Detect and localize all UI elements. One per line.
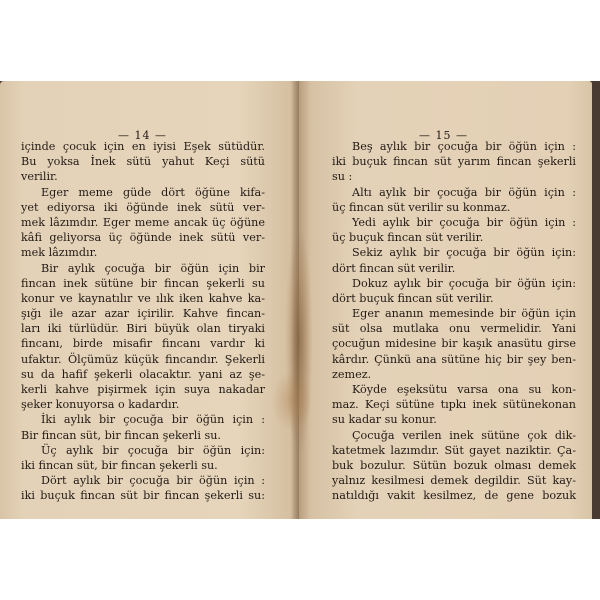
- text-line: dört buçuk fincan süt verilir.: [332, 291, 494, 305]
- text-line: Altı aylık bir çocuğa bir öğün için :: [352, 185, 576, 199]
- text-line: kâfi geliyorsa üç öğünde inek sütü ver-: [21, 231, 265, 245]
- text-line: Bir fincan süt, bir fincan şekerli su.: [21, 428, 221, 442]
- page-text: [332, 139, 576, 504]
- text-line: ufaktır. Ölçümüz küçük fincandır. Şekerli: [21, 352, 265, 366]
- text-line: mek lâzımdır.: [21, 246, 98, 260]
- text-line: mek lâzımdır. Eger meme ancak üç öğüne: [21, 215, 265, 229]
- text-line: iki buçuk fincan süt yarım fincan şekerli: [332, 155, 576, 169]
- text-line: Dört aylık bir çocuğa bir öğün için :: [41, 474, 265, 488]
- text-line: Bu yoksa İnek sütü yahut Keçi sütü: [21, 155, 265, 169]
- text-line: Köyde eşeksütu varsa ona su kon-: [352, 383, 576, 396]
- text-line: içinde çocuk için en iyisi Eşek sütüdür.: [21, 140, 265, 153]
- text-line: ları iki türlüdür. Biri büyük olan tiryaki: [21, 322, 265, 336]
- text-line: yet ediyorsa iki öğünde inek sütü ver-: [21, 200, 265, 214]
- text-line: Bir aylık çocuğa bir öğün için bir: [41, 261, 265, 275]
- open-book: [0, 81, 600, 519]
- text-line: su :: [332, 170, 353, 184]
- text-line: maz. Keçi sütüne tıpkı inek sütünekonan: [332, 398, 576, 412]
- text-line: şığı ile azar azar içirilir. Kahve fincan-: [21, 307, 265, 321]
- text-line: su kadar su konur.: [332, 413, 437, 427]
- text-line: Eger ananın memesinde bir öğün için: [352, 307, 576, 321]
- text-line: dört fincan süt verilir.: [332, 261, 456, 275]
- text-line: üç buçuk fincan süt verilir.: [332, 231, 484, 245]
- text-line: süt olsa mutlaka onu vermelidir. Yani: [332, 322, 576, 336]
- page-number: — 14 —: [118, 129, 167, 142]
- text-line: kârdır. Çünkü ana sütüne hiç bir şey ben-: [332, 352, 576, 366]
- text-line: katetmek lazımdır. Süt gayet naziktir. Ça-: [332, 443, 576, 457]
- text-line: su da hafif şekerli olacaktır. yani az şe-: [21, 367, 265, 381]
- page-text: [21, 139, 265, 504]
- text-line: verilir.: [21, 170, 58, 184]
- text-line: üç fincan süt verilir su konmaz.: [332, 200, 511, 214]
- text-line: iki buçuk fincan süt bir fincan şekerli su:: [21, 489, 265, 503]
- text-line: zemez.: [332, 367, 372, 381]
- text-line: çocuğun midesine bir kaşık anasütu girse: [332, 337, 576, 351]
- text-line: kerli kahve pişirmek için suya nakadar: [21, 383, 265, 396]
- text-line: şeker konuyorsa o kadardır.: [21, 398, 180, 412]
- text-line: iki fincan süt, bir fincan şekerli su.: [21, 458, 218, 472]
- text-line: Dokuz aylık bir çocuğa bir öğün için:: [352, 276, 576, 290]
- left-page: [0, 81, 299, 519]
- text-line: Çocuğa verilen inek sütüne çok dik-: [352, 428, 576, 442]
- text-line: yalnız kesilmesi demek degildir. Süt kay-: [332, 474, 576, 488]
- text-line: Beş aylık bir çocuğa bir öğün için :: [352, 140, 576, 153]
- text-line: Sekiz aylık bir çocuğa bir öğün için:: [352, 246, 576, 260]
- text-line: buk bozulur. Sütün bozuk olması demek: [332, 458, 576, 472]
- text-line: konur ve kaynatılır ve ılık iken kahve ka-: [21, 291, 265, 305]
- text-line: İki aylık bir çocuğa bir öğün için :: [41, 413, 265, 427]
- page-stain: [272, 371, 312, 431]
- text-line: Üç aylık bir çocuğa bir öğün için:: [41, 443, 265, 457]
- text-line: Yedi aylık bir çocuğa bir öğün için :: [352, 215, 576, 229]
- right-page: [299, 81, 592, 519]
- text-line: Eger meme güde dört öğüne kifa-: [41, 185, 265, 199]
- page-number: — 15 —: [419, 129, 468, 142]
- text-line: fincanı, birde misafir fincanı vardır ki: [21, 337, 265, 351]
- text-line: natıldığı vakit kesilmez, de gene bozuk: [332, 489, 576, 503]
- text-line: fincan inek sütüne bir fincan şekerli su: [21, 276, 265, 290]
